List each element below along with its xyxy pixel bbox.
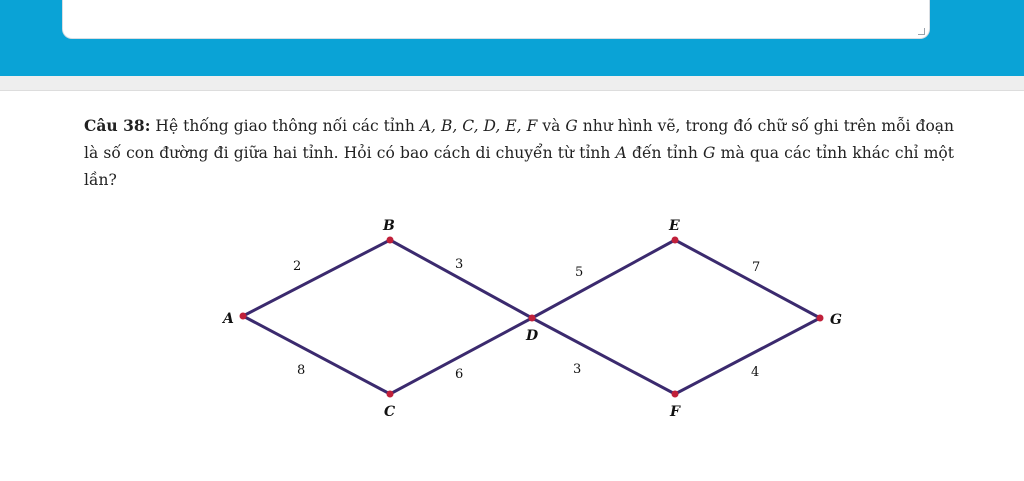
province-g-2: G: [703, 144, 716, 162]
edge-df: [532, 318, 675, 394]
edge-bd: [390, 240, 532, 318]
vertex-label-c: C: [384, 404, 396, 420]
province-list: A, B, C, D, E, F: [419, 117, 538, 135]
province-a: A: [615, 144, 627, 162]
vertex-label-e: E: [669, 218, 680, 234]
question-part-4: đến tỉnh: [626, 144, 704, 162]
vertex-label-a: A: [223, 311, 234, 327]
province-g: G: [565, 117, 578, 135]
weight-label-de: 5: [575, 265, 584, 280]
edge-ab: [243, 240, 390, 316]
vertex-g: [817, 315, 824, 322]
weight-label-fg: 4: [751, 365, 760, 380]
weight-label-cd: 6: [455, 367, 464, 382]
question-part-3: như hình vẽ, trong đó chữ số ghi trên mỗi đoạn là số con đường đi giữa hai tỉnh. Hỏi có bao cách di chuyển từ tỉnh: [84, 117, 954, 162]
vertex-b: [387, 237, 394, 244]
edge-eg: [675, 240, 820, 318]
question-part-2: và: [537, 117, 566, 135]
edge-fg: [675, 318, 820, 394]
vertex-d: [529, 315, 536, 322]
edge-cd: [390, 318, 532, 394]
vertex-label-g: G: [830, 312, 842, 328]
edge-de: [532, 240, 675, 318]
weight-label-df: 3: [573, 362, 582, 377]
question-part-5: mà qua các tỉnh khác chỉ một lần?: [84, 144, 954, 189]
question-number: Câu 38:: [84, 116, 151, 135]
weight-label-bd: 3: [455, 257, 464, 272]
vertex-e: [672, 237, 679, 244]
edge-ac: [243, 316, 390, 394]
weight-label-eg: 7: [752, 260, 761, 275]
vertex-label-d: D: [526, 328, 539, 344]
vertex-label-f: F: [670, 404, 680, 420]
weight-label-ac: 8: [297, 363, 306, 378]
weight-label-ab: 2: [293, 259, 302, 274]
question-part-1: Hệ thống giao thông nối các tỉnh: [150, 117, 420, 135]
vertex-f: [672, 391, 679, 398]
vertex-label-b: B: [383, 218, 395, 234]
vertex-c: [387, 391, 394, 398]
vertex-a: [240, 313, 247, 320]
